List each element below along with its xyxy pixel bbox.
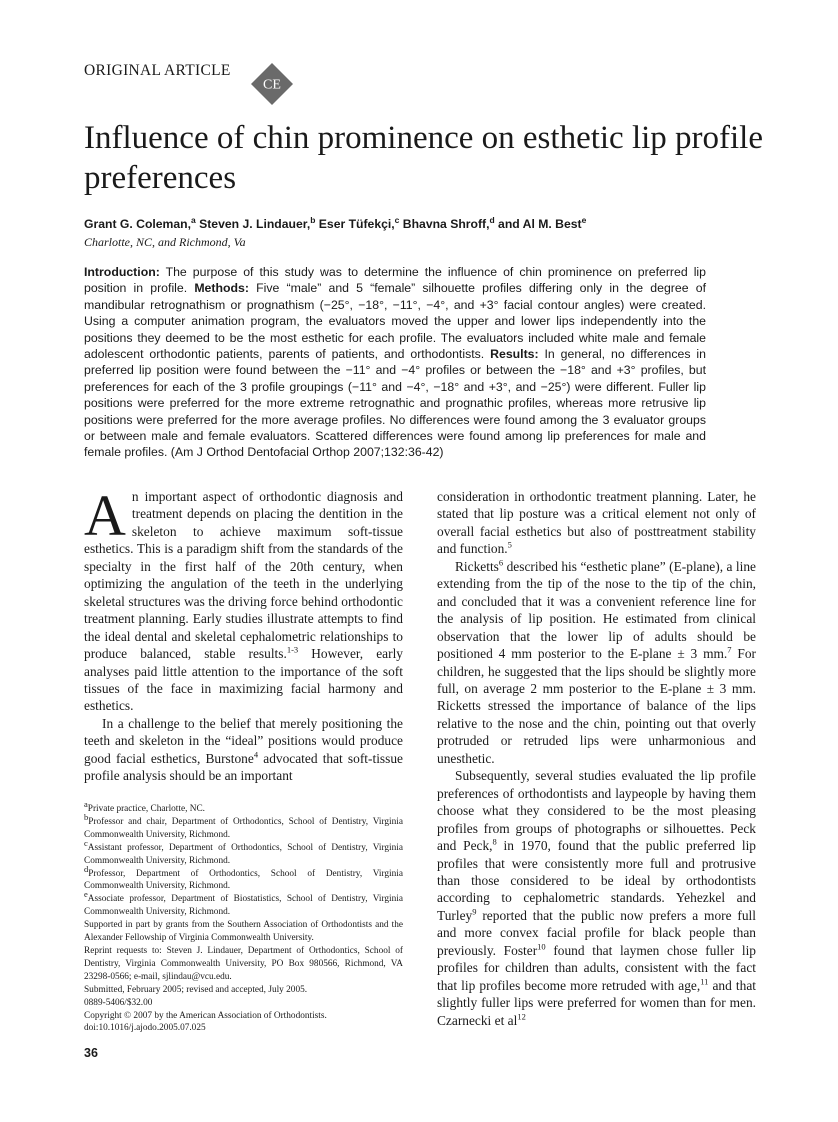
body-column-right xyxy=(437,488,756,1029)
author-name: and Al M. Best xyxy=(494,217,582,231)
footnote-mark: d xyxy=(84,863,89,874)
ce-badge-icon xyxy=(250,62,294,106)
drop-cap: A xyxy=(84,483,126,548)
abstract-intro-label: Introduction: xyxy=(84,265,160,279)
author-mark: e xyxy=(581,214,587,225)
footnote-issn: 0889-5406/$32.00 xyxy=(84,997,153,1008)
ce-badge-text: CE xyxy=(263,77,281,93)
section-label: ORIGINAL ARTICLE xyxy=(84,62,231,79)
citation-ref: 5 xyxy=(507,539,512,550)
body-paragraph xyxy=(437,558,756,767)
body-paragraph xyxy=(437,767,756,1029)
footnote-affiliation xyxy=(84,811,403,842)
footnote-text: Assistant professor, Department of Orthodontics, School of Dentistry, Virginia Commonwealth University, Richmond. xyxy=(84,842,403,866)
body-text: For children, he suggested that the lips should be slightly more full, on average 2 mm posterior to the E-plane ± 3 mm. Ricketts stressed the importance of balance of the lips relative to the nose and the chin, pointing out that overly protruded or retruded lips were unharmonious and unesthetic. xyxy=(437,646,756,766)
body-text: In a challenge to the belief that merely positioning the teeth and skeleton in the “ideal” positions would produce good facial esthetics, Burstone xyxy=(84,715,403,766)
citation-ref: 8 xyxy=(492,836,497,847)
author-mark: b xyxy=(310,214,316,225)
footnote-reprint: Reprint requests to: Steven J. Lindauer, Department of Orthodontics, School of Dentistry, Virginia Commonwealth University, PO Box 980566, Richmond, VA 23298-0566; e-mail, sjlindau@vcu.edu. xyxy=(84,945,403,982)
footnote-mark: c xyxy=(84,837,88,848)
body-paragraph xyxy=(84,715,403,785)
citation-ref: 1-3 xyxy=(286,644,299,655)
body-text: and that slightly fuller lips were preferred for women than for men. Czarnecki et al xyxy=(437,977,756,1028)
article-title: Influence of chin prominence on esthetic lip profile preferences xyxy=(84,120,763,196)
abstract-results-text: In general, no differences in preferred lip position were found between the −11° and −4° profiles or between the −18° and +3° profiles, but preferences for each of the 3 profile groupings (−11° and −4°, −18° and +3°, and −25°) were different. Fuller lip positions were preferred for the more extreme retrognathic and prognathic profiles, whereas more retrusive lip positions were preferred for the more average profiles. No differences were found among the 3 evaluator groups or between male and female evaluators. Scattered differences were found among lip preferences for male and female profiles. (Am J Orthod Dentofacial Orthop 2007;132:36-42) xyxy=(84,347,706,460)
footnote-mark: a xyxy=(84,798,88,809)
footnote-doi[interactable]: doi:10.1016/j.ajodo.2005.07.025 xyxy=(84,1023,206,1034)
footnote-mark: e xyxy=(84,889,88,900)
author-name: Bhavna Shroff, xyxy=(399,217,490,231)
citation-ref: 7 xyxy=(727,644,732,655)
body-paragraph xyxy=(84,483,403,715)
footnote-support: Supported in part by grants from the Southern Association of Orthodontists and the Alexander Fellowship of Virginia Commonwealth University. xyxy=(84,920,403,944)
body-text: Subsequently, several studies evaluated the lip profile preferences of orthodontists and laypeople by having them choose what they considered to be the most pleasing profiles from groups of photographs or silhouettes. Peck and Peck, xyxy=(437,768,756,854)
body-text: Ricketts xyxy=(455,558,499,574)
body-text: in 1970, found that the public preferred lip profiles that were consistently more full and protrusive than those considered to be ideal by orthodontists according to cephalometric standards. Yehezkel and Turley xyxy=(437,838,757,923)
body-text: advocated that soft-tissue profile analysis should be an important xyxy=(84,750,403,784)
footnote-text: Professor, Department of Orthodontics, School of Dentistry, Virginia Commonwealth University, Richmond. xyxy=(84,868,403,892)
author-mark: c xyxy=(394,214,400,225)
abstract xyxy=(84,264,706,461)
citation-ref: 11 xyxy=(700,976,709,987)
citation-ref: 4 xyxy=(253,749,259,760)
footnote-affiliation xyxy=(84,798,403,816)
body-text: reported that the public now prefers a more full and more convex facial profile for black people than previously. Foster xyxy=(437,907,756,958)
footnote-submitted: Submitted, February 2005; revised and accepted, July 2005. xyxy=(84,984,308,995)
author-name: Grant G. Coleman, xyxy=(84,217,191,231)
author-mark: d xyxy=(489,214,495,225)
author-location: Charlotte, NC, and Richmond, Va xyxy=(84,235,246,249)
body-text: n important aspect of orthodontic diagnosis and treatment depends on placing the dentition in the skeleton to achieve maximum soft-tissue esthetics. This is a paradigm shift from the standards of the specialty in the first half of the 20th century, when optimizing the angulation of the teeth in the underlying skeletal structures was the driving force behind orthodontic treatment planning. Early studies illustrate attempts to find the ideal dental and skeletal cephalometric relationships to produce balanced, stable results. xyxy=(84,489,403,662)
footnotes xyxy=(84,798,403,1035)
body-text: consideration in orthodontic treatment planning. Later, he stated that lip posture was a critical element not only of overall facial esthetics but also of posttreatment stability and function. xyxy=(437,489,756,557)
footnote-copyright: Copyright © 2007 by the American Association of Orthodontists. xyxy=(84,1010,327,1021)
author-mark: a xyxy=(191,214,196,225)
citation-ref: 10 xyxy=(537,941,546,952)
body-column-left xyxy=(84,483,403,785)
footnote-mark: b xyxy=(84,811,89,822)
abstract-results-label: Results: xyxy=(490,347,539,362)
citation-ref: 6 xyxy=(498,557,504,568)
footnote-affiliation xyxy=(84,863,403,894)
author-name: Eser Tüfekçi, xyxy=(315,217,395,231)
footnote-text: Associate professor, Department of Biostatistics, School of Dentistry, Virginia Commonwealth University, Richmond. xyxy=(84,894,403,918)
footnote-affiliation xyxy=(84,837,403,868)
citation-ref: 12 xyxy=(517,1011,526,1022)
abstract-intro-text: The purpose of this study was to determine the influence of chin prominence on preferred lip position in profile. xyxy=(84,265,706,296)
body-text: described his “esthetic plane” (E-plane), a line extending from the tip of the nose to the tip of the chin, and concluded that it was a convenient reference line for the analysis of lip position. He estimated from clinical observation that the lower lip of adults should be positioned 4 mm posterior to the E-plane ± 3 mm. xyxy=(437,558,756,662)
citation-ref: 9 xyxy=(472,906,477,917)
footnote-text: Private practice, Charlotte, NC. xyxy=(87,804,205,814)
page-number: 36 xyxy=(84,1046,98,1060)
body-paragraph xyxy=(437,488,756,558)
body-text: found that laymen chose fuller lip profiles for children than adults, consistent with the fact that lip profiles become more retruded with age, xyxy=(437,942,756,993)
abstract-methods-text: Five “male” and 5 “female” silhouette profiles differing only in the degree of mandibular retrognathism or prognathism (−25°, −18°, −11°, −4°, and +3° facial contour angles) were created. Using a computer animation program, the evaluators moved the upper and lower lips independently into the positions they deemed to be the most esthetic for each profile. The evaluators included white male and female adolescent orthodontic patients, parents of patients, and orthodontists. xyxy=(84,281,706,362)
footnote-affiliation xyxy=(84,889,403,919)
body-text: However, early analyses paid little attention to the importance of the soft tissues of the face in maximizing facial harmony and esthetics. xyxy=(84,646,403,714)
author-line xyxy=(84,214,764,231)
footnote-text: Professor and chair, Department of Orthodontics, School of Dentistry, Virginia Commonwealth University, Richmond. xyxy=(84,816,403,840)
abstract-methods-label: Methods: xyxy=(194,281,249,296)
author-name: Steven J. Lindauer, xyxy=(195,217,311,231)
